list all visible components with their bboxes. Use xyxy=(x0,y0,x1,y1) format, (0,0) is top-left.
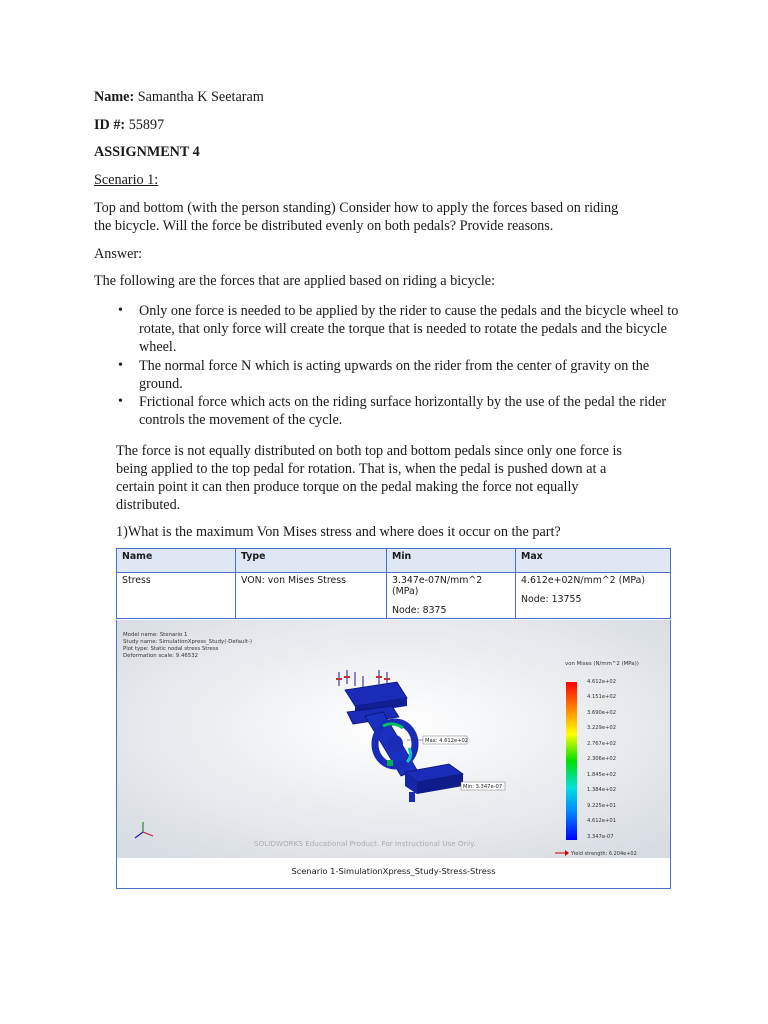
legend-value: 1.384e+02 xyxy=(587,787,616,793)
student-id: 55897 xyxy=(128,117,165,133)
min-marker-label: Min: 3.347e-07 xyxy=(463,784,503,790)
info-line: Study name: SimulationXpress_Study(-Default-) xyxy=(123,639,253,645)
paragraph-line-4: distributed. xyxy=(116,497,181,513)
legend-value: 9.225e+01 xyxy=(587,803,616,809)
legend-value: 3.229e+02 xyxy=(587,725,616,731)
legend-value: 1.845e+02 xyxy=(587,772,616,778)
max-value: 4.612e+02N/mm^2 (MPa) xyxy=(521,575,646,586)
figure-caption: Scenario 1-SimulationXpress_Study-Stress-Stress xyxy=(291,866,496,876)
list-item: • The normal force N which is acting upwards on the rider from the center of gravity on the ground. xyxy=(116,357,686,393)
watermark: SOLIDWORKS Educational Product. For Instructional Use Only. xyxy=(254,839,476,848)
id-label: ID #: xyxy=(94,117,126,133)
id-line xyxy=(94,116,164,134)
info-line: Plot type: Static nodal stress Stress xyxy=(123,646,219,652)
legend-value: 2.767e+02 xyxy=(587,741,616,747)
scenario-heading: Scenario 1: xyxy=(94,172,159,188)
results-table xyxy=(116,548,671,619)
name-label: Name: xyxy=(94,89,135,105)
column-header: Min xyxy=(387,549,516,573)
info-line: Deformation scale: 9.46532 xyxy=(123,653,199,659)
paragraph-line-3: certain point it can then produce torque on the pedal making the force not equally xyxy=(116,479,579,495)
assignment-title: ASSIGNMENT 4 xyxy=(94,144,200,160)
stress-figure xyxy=(116,620,671,889)
paragraph-line-1: The force is not equally distributed on both top and bottom pedals since only one force is xyxy=(116,443,622,459)
answer-label: Answer: xyxy=(94,246,143,262)
max-marker-label: Max: 4.612e+02 xyxy=(425,738,469,744)
cell-name: Stress xyxy=(117,573,236,619)
legend-value: 4.612e+02 xyxy=(587,679,616,685)
cell-max xyxy=(516,573,671,619)
legend-value: 4.151e+02 xyxy=(587,694,616,700)
list-item: • Frictional force which acts on the riding surface horizontally by the use of the pedal the rider controls the movement of the cycle. xyxy=(116,393,686,429)
color-scale xyxy=(566,682,577,840)
cell-type: VON: von Mises Stress xyxy=(236,573,387,619)
legend-value: 3.690e+02 xyxy=(587,710,616,716)
student-name: Samantha K Seetaram xyxy=(137,89,264,105)
question-line-2: the bicycle. Will the force be distributed evenly on both pedals? Provide reasons. xyxy=(94,218,554,234)
cell-min xyxy=(387,573,516,619)
column-header: Name xyxy=(117,549,236,573)
legend-value: 2.306e+02 xyxy=(587,756,616,762)
column-header: Max xyxy=(516,549,671,573)
legend-value: 4.612e+01 xyxy=(587,818,616,824)
name-line xyxy=(94,88,264,106)
min-node: Node: 8375 xyxy=(392,605,447,616)
question-line-1: Top and bottom (with the person standing) Consider how to apply the forces based on riding xyxy=(94,200,619,216)
min-value: 3.347e-07N/mm^2 (MPa) xyxy=(392,575,483,597)
table-header-row xyxy=(117,549,671,573)
legend-title: von Mises (N/mm^2 (MPa)) xyxy=(565,661,639,667)
table-row xyxy=(117,573,671,619)
stress-plot xyxy=(117,620,670,860)
forces-list xyxy=(116,302,686,429)
max-node: Node: 13755 xyxy=(521,594,582,605)
paragraph-line-2: being applied to the top pedal for rotation. That is, when the pedal is pushed down at a xyxy=(116,461,607,477)
question-2: 1)What is the maximum Von Mises stress and where does it occur on the part? xyxy=(116,524,561,540)
intro-text: The following are the forces that are applied based on riding a bicycle: xyxy=(94,273,496,289)
legend-value: 3.347e-07 xyxy=(587,834,614,840)
yield-label: Yield strength: 6.204e+02 xyxy=(571,851,637,857)
column-header: Type xyxy=(236,549,387,573)
info-line: Model name: Stenario 1 xyxy=(123,632,188,638)
list-item: • Only one force is needed to be applied by the rider to cause the pedals and the bicycle wheel to rotate, that only force will create the torque that is needed to rotate the pedals and the bicycle wheel. xyxy=(116,302,686,357)
